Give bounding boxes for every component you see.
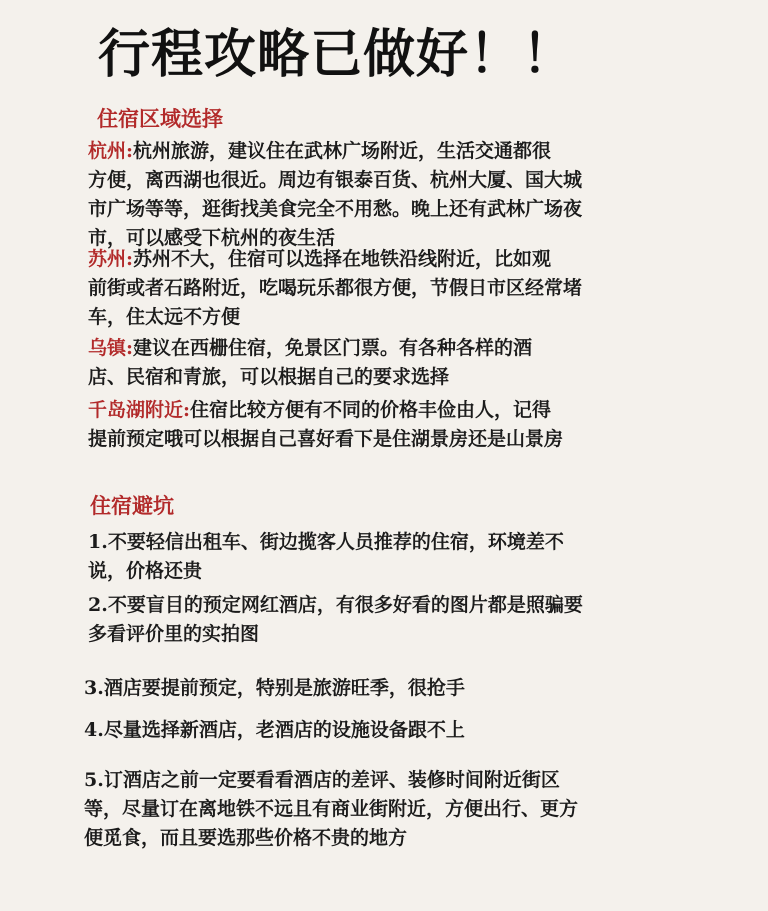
tip-text: 说，价格还贵 [88, 560, 203, 582]
city-label: 杭州: [88, 140, 134, 162]
area-entry-suzhou [88, 245, 582, 332]
page-title: 行程攻略已做好！！ [98, 25, 576, 85]
tip-item-2 [88, 591, 583, 649]
entry-first-line [88, 245, 582, 274]
tip-text: 2.不要盲目的预定网红酒店，有很多好看的图片都是照骗要 [88, 594, 583, 616]
tip-text: 5.订酒店之前一定要看看酒店的差评、装修时间附近街区 [84, 769, 560, 791]
section-heading-accommodation-tips: 住宿避坑 [90, 493, 174, 518]
tip-text: 3.酒店要提前预定，特别是旅游旺季，很抢手 [84, 677, 465, 699]
tip-item-4 [84, 716, 465, 745]
city-label: 千岛湖附近: [88, 399, 191, 421]
entry-text: 建议在西栅住宿，免景区门票。有各种各样的酒 [133, 337, 533, 359]
tip-text: 多看评价里的实拍图 [88, 623, 260, 645]
tip-item-1 [88, 528, 564, 586]
tip-text: 1.不要轻信出租车、街边揽客人员推荐的住宿，环境差不 [88, 531, 564, 553]
tip-text: 4.尽量选择新酒店，老酒店的设施设备跟不上 [84, 719, 465, 741]
entry-first-line [88, 334, 532, 363]
section-heading-accommodation-area: 住宿区域选择 [97, 106, 223, 131]
entry-text: 住宿比较方便有不同的价格丰俭由人，记得 [190, 399, 552, 421]
city-label: 乌镇: [88, 337, 134, 359]
entry-text: 提前预定哦可以根据自己喜好看下是住湖景房还是山景房 [88, 428, 564, 450]
tip-text: 等，尽量订在离地铁不远且有商业街附近，方便出行、更方 [84, 798, 579, 820]
entry-text: 市广场等等，逛街找美食完全不用愁。晚上还有武林广场夜 [88, 198, 583, 220]
entry-text: 市，可以感受下杭州的夜生活 [88, 227, 336, 249]
tip-text: 便觅食，而且要选那些价格不贵的地方 [84, 827, 408, 849]
entry-text: 店、民宿和青旅，可以根据自己的要求选择 [88, 366, 450, 388]
entry-text: 车，住太远不方便 [88, 306, 241, 328]
area-entry-wuzhen [88, 334, 532, 392]
area-entry-hangzhou [88, 137, 582, 253]
entry-text: 方便，离西湖也很近。周边有银泰百货、杭州大厦、国大城 [88, 169, 583, 191]
entry-text: 前街或者石路附近，吃喝玩乐都很方便，节假日市区经常堵 [88, 277, 583, 299]
tip-item-3 [84, 674, 465, 703]
city-label: 苏州: [88, 248, 134, 270]
entry-text: 苏州不大，住宿可以选择在地铁沿线附近，比如观 [133, 248, 552, 270]
area-entry-qiandao-lake [88, 396, 563, 454]
tip-item-5 [84, 766, 578, 853]
entry-first-line [88, 396, 563, 425]
entry-text: 杭州旅游，建议住在武林广场附近，生活交通都很 [133, 140, 552, 162]
entry-first-line [88, 137, 582, 166]
